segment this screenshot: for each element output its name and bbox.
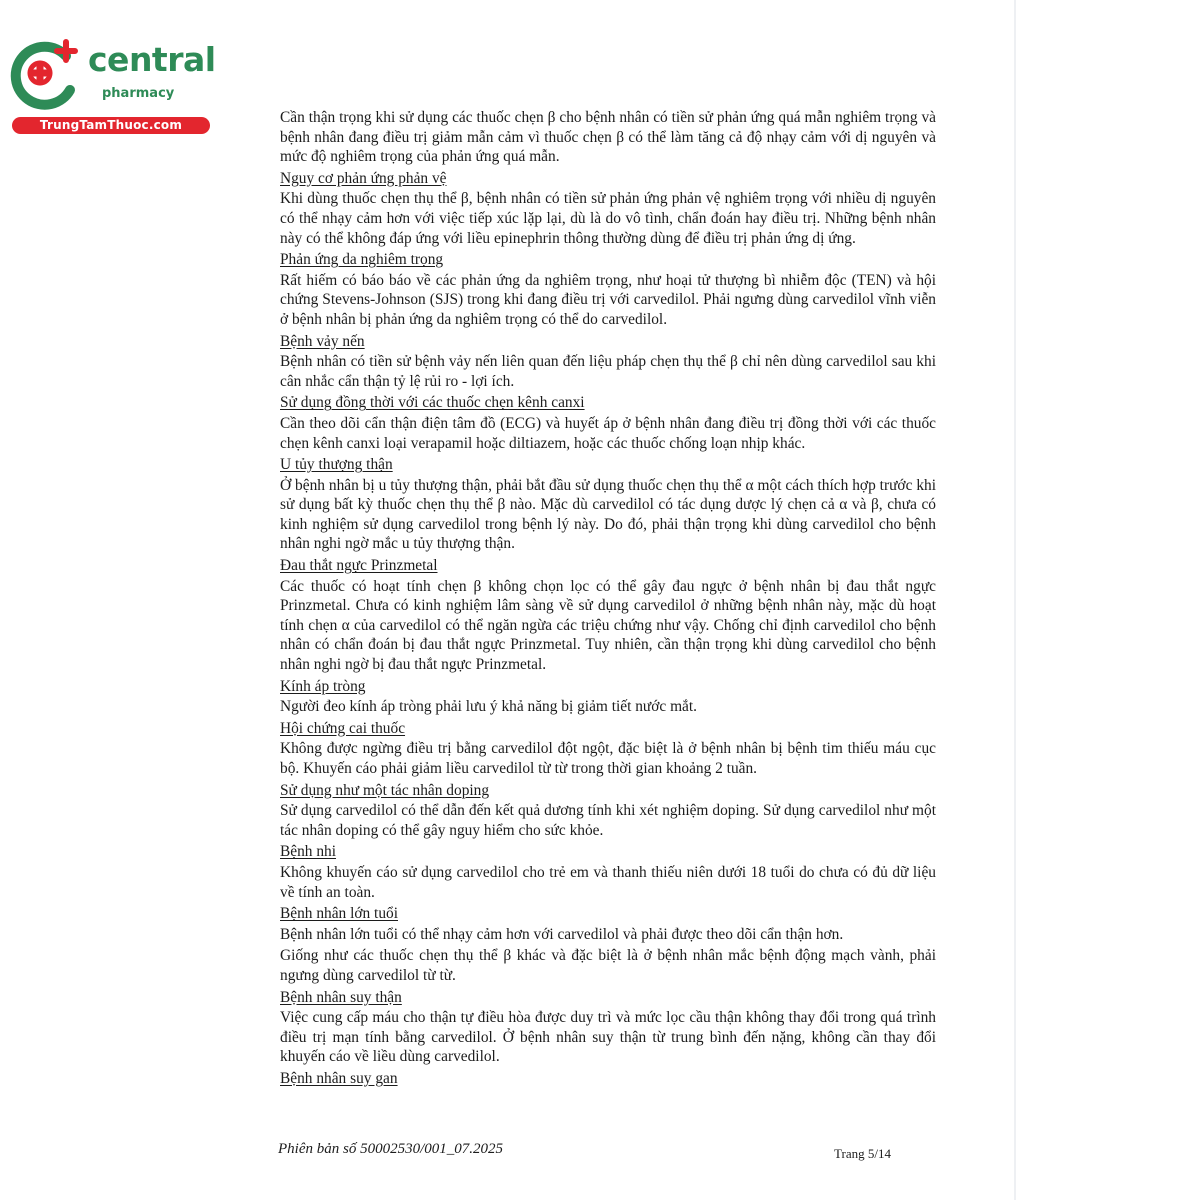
section-heading: Nguy cơ phản ứng phản vệ [280, 169, 447, 187]
page-number: Trang 5/14 [834, 1146, 891, 1161]
section-heading: Phản ứng da nghiêm trọng [280, 251, 444, 269]
brand-name: central [88, 40, 216, 79]
section-paragraph: Cần theo dõi cẩn thận điện tâm đồ (ECG) và huyết áp ở bệnh nhân đang điều trị đồng thời với các thuốc chẹn kênh canxi loại verapamil hoặc diltiazem, hoặc các thuốc chống loạn nhịp khác. [280, 414, 936, 452]
cross-c-logo-icon [10, 34, 88, 114]
section-heading: Hội chứng cai thuốc [280, 719, 406, 737]
section-heading: Bệnh nhi [280, 843, 337, 861]
section-paragraph: Giống như các thuốc chẹn thụ thể β khác và đặc biệt là ở bệnh nhân mắc bệnh động mạch vành, phải ngưng dùng carvedilol từ từ. [280, 947, 936, 984]
page-edge [1014, 0, 1016, 1200]
section-paragraph: Bệnh nhân có tiền sử bệnh vảy nến liên quan đến liệu pháp chẹn thụ thể β chỉ nên dùng carvedilol sau khi cân nhắc cẩn thận tỷ lệ rủi ro - lợi ích. [280, 353, 936, 390]
section-heading: Sử dụng như một tác nhân doping [280, 781, 490, 799]
section-heading: Bệnh nhân suy gan [280, 1069, 398, 1087]
section-heading: Bệnh nhân suy thận [280, 988, 402, 1006]
section-heading: Bệnh nhân lớn tuổi [280, 905, 398, 923]
section-paragraph: Không được ngừng điều trị bằng carvedilol đột ngột, đặc biệt là ở bệnh nhân bị bệnh tim thiếu máu cục bộ. Khuyến cáo phải giảm liều carvedilol từ từ trong thời gian khoảng 2 tuần. [280, 740, 936, 777]
version-number: Phiên bản số 50002530/001_07.2025 [278, 1141, 503, 1157]
section-paragraph: Bệnh nhân lớn tuổi có thể nhạy cảm hơn với carvedilol và phải được theo dõi cẩn thận hơn. [280, 925, 844, 943]
section-heading: Kính áp tròng [280, 677, 366, 695]
section-paragraph: Việc cung cấp máu cho thận tự điều hòa được duy trì và mức lọc cầu thận không thay đổi trong quá trình điều trị mạn tính bằng carvedilol. Ở bệnh nhân suy thận từ trung bình đến nặng, không cần thay đổi khuyến cáo về liều dùng carvedilol. [280, 1009, 936, 1066]
brand-url[interactable]: TrungTamThuoc.com [12, 117, 210, 134]
section-paragraph: Khi dùng thuốc chẹn thụ thể β, bệnh nhân có tiền sử phản ứng phản vệ nghiêm trọng với nhiều dị nguyên có thể nhạy cảm hơn với việc tiếp xúc lặp lại, dù là do vô tình, chẩn đoán hay điều trị. Những bệnh nhân này có thể không đáp ứng với liều epinephrin thông thường dùng để điều trị phản ứng dị ứng. [280, 190, 936, 247]
section-heading: U tủy thượng thận [280, 456, 393, 474]
section-paragraph: Ở bệnh nhân bị u tủy thượng thận, phải bắt đầu sử dụng thuốc chẹn thụ thể α một cách thích hợp trước khi sử dụng bất kỳ thuốc chẹn thụ thể β nào. Mặc dù carvedilol có tác dụng dược lý chẹn cả α và β, chưa có kinh nghiệm sử dụng carvedilol trong bệnh lý này. Do đó, phải thận trọng khi dùng carvedilol cho bệnh nhân nghi ngờ mắc u tủy thượng thận. [280, 476, 936, 553]
section-paragraph: Rất hiếm có báo báo về các phản ứng da nghiêm trọng, như hoại tử thượng bì nhiễm độc (TEN) và hội chứng Stevens-Johnson (SJS) trong khi đang điều trị với carvedilol. Phải ngưng dùng carvedilol vĩnh viễn ở bệnh nhân bị phản ứng da nghiêm trọng có thể do carvedilol. [280, 271, 936, 328]
section-paragraph: Các thuốc có hoạt tính chẹn β không chọn lọc có thể gây đau ngực ở bệnh nhân bị đau thắt ngực Prinzmetal. Chưa có kinh nghiệm lâm sàng về sử dụng carvedilol ở những bệnh nhân này, mặc dù hoạt tính chẹn α của carvedilol có thể ngăn ngừa các triệu chứng như vậy. Chống chỉ định carvedilol cho bệnh nhân có chẩn đoán bị đau thắt ngực Prinzmetal. Tuy nhiên, cần thận trọng khi dùng carvedilol cho bệnh nhân nghi ngờ bị đau thắt ngực Prinzmetal. [280, 577, 936, 674]
section-paragraph: Không khuyến cáo sử dụng carvedilol cho trẻ em và thanh thiếu niên dưới 18 tuổi do chưa có đủ dữ liệu về tính an toàn. [280, 863, 936, 901]
section-paragraph: Sử dụng carvedilol có thể dẫn đến kết quả dương tính khi xét nghiệm doping. Sử dụng carvedilol như một tác nhân doping có thể gây nguy hiểm cho sức khỏe. [280, 802, 936, 839]
intro-paragraph: Cần thận trọng khi sử dụng các thuốc chẹn β cho bệnh nhân có tiền sử phản ứng quá mẫn nghiêm trọng và bệnh nhân đang điều trị giảm mẫn cảm vì thuốc chẹn β có thể làm tăng cả độ nhạy cảm với dị nguyên và mức độ nghiêm trọng của phản ứng quá mẫn. [280, 109, 936, 166]
section-heading: Bệnh vảy nến [280, 332, 365, 350]
section-heading: Sử dụng đồng thời với các thuốc chẹn kênh canxi [280, 394, 585, 412]
brand-logo[interactable] [10, 34, 215, 136]
brand-subtitle: pharmacy [102, 86, 175, 101]
section-heading: Đau thắt ngực Prinzmetal [280, 557, 438, 575]
document-body [280, 108, 936, 1090]
section-paragraph: Người đeo kính áp tròng phải lưu ý khả năng bị giảm tiết nước mắt. [280, 698, 698, 716]
